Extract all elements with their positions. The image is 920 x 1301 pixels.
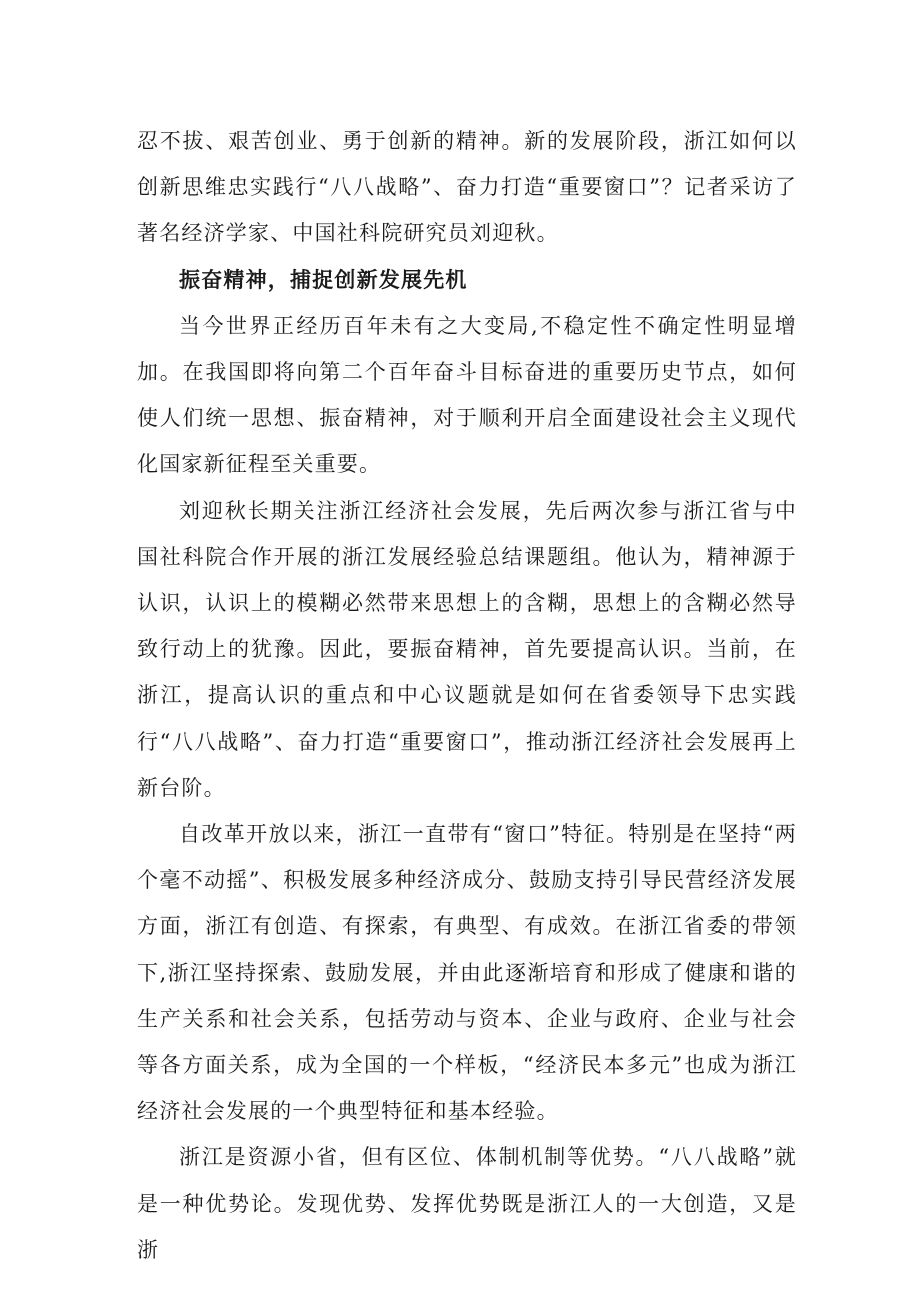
paragraph: 当今世界正经历百年未有之大变局,不稳定性不确定性明显增加。在我国即将向第二个百年奋斗目标奋进的重要历史节点，如何使人们统一思想、振奋精神，对于顺利开启全面建设社会主义现代化国家新征程至关重要。 — [137, 313, 797, 477]
document-body — [137, 118, 797, 1273]
paragraph: 自改革开放以来，浙江一直带有“窗口”特征。特别是在坚持“两个毫不动摇”、积极发展多种经济成分、鼓励支持引导民营经济发展方面，浙江有创造、有探索，有典型、有成效。在浙江省委的带领下,浙江坚持探索、鼓励发展，并由此逐渐培育和形成了健康和谐的生产关系和社会关系，包括劳动与资本、企业与政府、企业与社会等各方面关系，成为全国的一个样板，“经济民本多元”也成为浙江经济社会发展的一个典型特征和基本经验。 — [137, 822, 797, 1124]
paragraph-continued: 忍不拔、艰苦创业、勇于创新的精神。新的发展阶段，浙江如何以创新思维忠实践行“八八战略”、奋力打造“重要窗口”？记者采访了著名经济学家、中国社科院研究员刘迎秋。 — [137, 129, 797, 246]
section-heading: 振奋精神，捕捉创新发展先机 — [179, 267, 468, 292]
paragraph: 刘迎秋长期关注浙江经济社会发展，先后两次参与浙江省与中国社科院合作开展的浙江发展经验总结课题组。他认为，精神源于认识，认识上的模糊必然带来思想上的含糊，思想上的含糊必然导致行动上的犹豫。因此，要振奋精神，首先要提高认识。当前，在浙江，提高认识的重点和中心议题就是如何在省委领导下忠实践行“八八战略”、奋力打造“重要窗口”，推动浙江经济社会发展再上新台阶。 — [137, 498, 797, 800]
paragraph: 浙江是资源小省，但有区位、体制机制等优势。“八八战略”就是一种优势论。发现优势、发挥优势既是浙江人的一大创造，又是浙 — [137, 1145, 797, 1262]
